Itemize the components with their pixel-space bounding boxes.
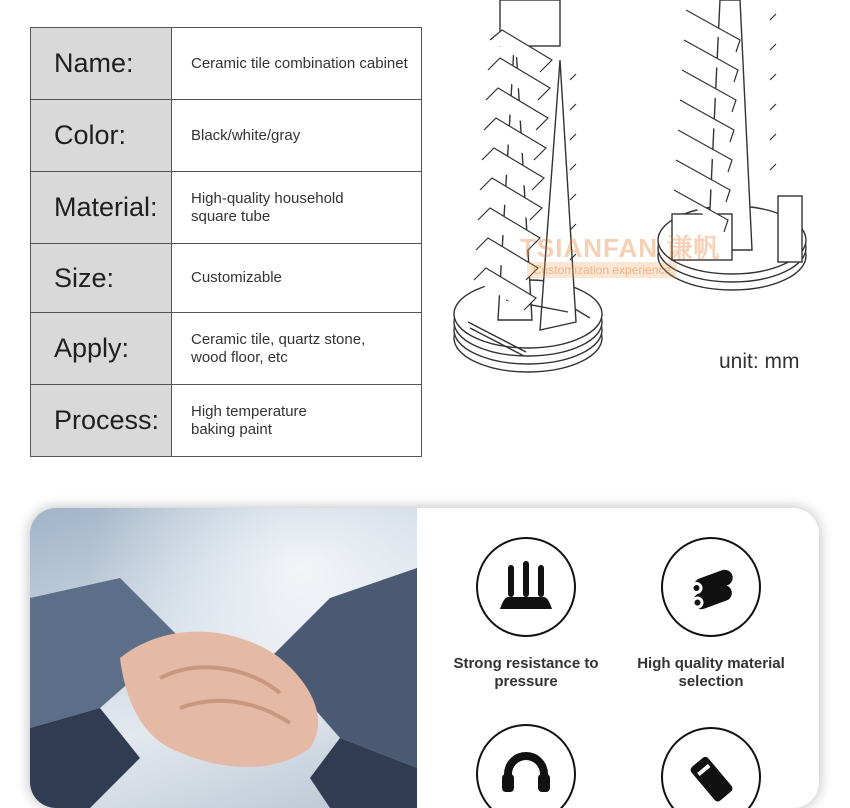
feature-card <box>30 508 819 808</box>
spec-value <box>172 28 422 100</box>
pressure-icon <box>496 557 556 617</box>
spec-value-line: High-quality household <box>191 189 344 207</box>
spec-value-line: High temperature <box>191 402 307 420</box>
spec-value-line: Black/white/gray <box>191 126 301 144</box>
feature-icon-circle <box>476 537 576 637</box>
spec-value <box>172 385 422 457</box>
headset-icon <box>496 744 556 804</box>
spec-row-size <box>31 244 422 313</box>
watermark-tagline: Customization experience <box>527 262 677 278</box>
spec-value <box>172 244 422 313</box>
spec-value-line: Ceramic tile, quartz stone, <box>191 330 366 348</box>
left-rack-drawing <box>454 0 602 372</box>
spec-row-color <box>31 100 422 172</box>
product-image <box>440 0 820 390</box>
spec-key: Size: <box>31 244 172 313</box>
spec-value-line: Customizable <box>191 269 282 286</box>
feature-icon-circle <box>476 724 576 808</box>
handshake-photo <box>30 508 417 808</box>
spec-value-line: Ceramic tile combination cabinet <box>191 54 408 72</box>
spec-value-line: wood floor, etc <box>191 348 288 366</box>
spec-value-line: square tube <box>191 207 271 225</box>
feature-icon-circle <box>661 537 761 637</box>
pencil-icon <box>681 747 741 807</box>
spec-key: Material: <box>31 172 172 244</box>
spec-row-material <box>31 172 422 244</box>
spec-row-apply <box>31 313 422 385</box>
feature-item <box>616 537 806 691</box>
spec-row-process <box>31 385 422 457</box>
feature-item <box>616 727 806 808</box>
spec-value <box>172 313 422 385</box>
spec-value <box>172 172 422 244</box>
spec-value-line: baking paint <box>191 420 272 438</box>
spec-key: Name: <box>31 28 172 100</box>
spec-row-name <box>31 28 422 100</box>
spec-key: Process: <box>31 385 172 457</box>
spec-key: Color: <box>31 100 172 172</box>
watermark-logo: TSIANFAN 谦帆 <box>520 233 721 263</box>
feature-item <box>431 537 621 691</box>
spec-value <box>172 100 422 172</box>
spec-table <box>30 27 422 457</box>
feature-item <box>431 724 621 808</box>
feature-icon-circle <box>661 727 761 808</box>
feature-label: High quality material selection <box>637 655 785 690</box>
handshake-illustration <box>30 508 417 808</box>
material-tubes-icon <box>681 557 741 617</box>
spec-key: Apply: <box>31 313 172 385</box>
feature-label: Strong resistance to pressure <box>453 655 599 690</box>
feature-grid <box>425 508 819 808</box>
unit-label: unit: mm <box>719 350 800 373</box>
